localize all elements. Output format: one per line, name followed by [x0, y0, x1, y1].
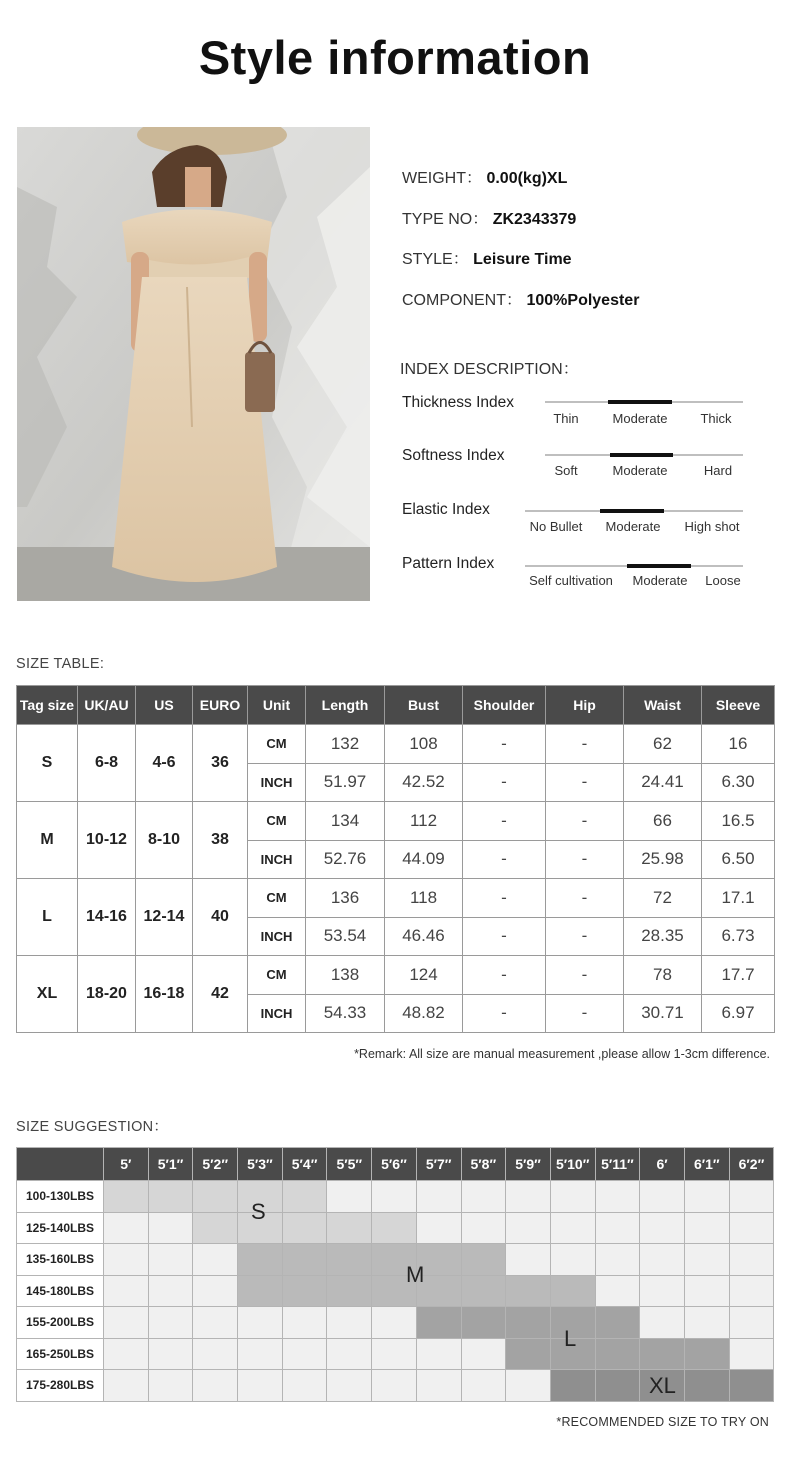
size-zone-cell-xl — [595, 1370, 640, 1402]
height-header: 5′4″ — [282, 1148, 327, 1181]
component-value: 100%Polyester — [526, 292, 640, 309]
sleeve-cell: 6.73 — [702, 917, 775, 956]
product-photo — [17, 127, 370, 601]
weight-label: 155-200LBS — [17, 1307, 104, 1339]
size-zone-cell-l — [461, 1307, 506, 1339]
hip-cell: - — [546, 763, 624, 802]
empty-cell — [461, 1338, 506, 1370]
size-zone-cell-l — [416, 1307, 461, 1339]
sleeve-cell: 17.7 — [702, 956, 775, 995]
weight-label: 100-130LBS — [17, 1181, 104, 1213]
empty-cell — [372, 1307, 417, 1339]
size-zone-cell-s — [327, 1212, 372, 1244]
length-cell: 53.54 — [306, 917, 385, 956]
height-header: 5′3″ — [238, 1148, 283, 1181]
index-option: Thin — [553, 411, 579, 426]
empty-cell — [550, 1181, 595, 1213]
shoulder-cell: - — [463, 763, 546, 802]
index-option-selected: Moderate — [632, 573, 688, 588]
waist-cell: 30.71 — [624, 994, 702, 1033]
sleeve-cell: 6.30 — [702, 763, 775, 802]
hip-cell: - — [546, 802, 624, 841]
empty-cell — [282, 1338, 327, 1370]
empty-cell — [416, 1338, 461, 1370]
height-header: 5′5″ — [327, 1148, 372, 1181]
waist-cell: 66 — [624, 802, 702, 841]
hip-cell: - — [546, 917, 624, 956]
empty-cell — [193, 1244, 238, 1276]
index-option: Thick — [700, 411, 732, 426]
size-zone-cell-m — [327, 1244, 372, 1276]
length-cell: 54.33 — [306, 994, 385, 1033]
bust-cell: 112 — [385, 802, 463, 841]
shoulder-cell: - — [463, 956, 546, 995]
empty-cell — [506, 1244, 551, 1276]
shoulder-cell: - — [463, 994, 546, 1033]
unit-cell: CM — [248, 802, 306, 841]
size-zone-cell-m — [238, 1244, 283, 1276]
height-header: 5′2″ — [193, 1148, 238, 1181]
index-name: Pattern Index — [402, 555, 495, 572]
index-name: Elastic Index — [402, 501, 490, 518]
bust-cell: 108 — [385, 725, 463, 764]
empty-cell — [238, 1370, 283, 1402]
length-cell: 132 — [306, 725, 385, 764]
empty-cell — [595, 1275, 640, 1307]
weight-row — [17, 1338, 774, 1370]
shoulder-cell: - — [463, 725, 546, 764]
length-cell: 138 — [306, 956, 385, 995]
length-cell: 51.97 — [306, 763, 385, 802]
empty-cell — [640, 1244, 685, 1276]
weight-label: 135-160LBS — [17, 1244, 104, 1276]
size-zone-cell-m — [506, 1275, 551, 1307]
empty-cell — [729, 1307, 774, 1339]
empty-cell — [193, 1370, 238, 1402]
us-size-cell: 16-18 — [136, 956, 193, 1033]
size-zone-cell-m — [461, 1244, 506, 1276]
table-row — [17, 879, 775, 918]
size-zone-label-l: L — [564, 1326, 577, 1351]
index-name: Thickness Index — [402, 394, 514, 411]
unit-cell: CM — [248, 879, 306, 918]
bust-cell: 118 — [385, 879, 463, 918]
hip-cell: - — [546, 840, 624, 879]
bust-cell: 48.82 — [385, 994, 463, 1033]
empty-cell — [640, 1181, 685, 1213]
waist-cell: 72 — [624, 879, 702, 918]
column-header: Tag size — [17, 686, 78, 725]
empty-cell — [193, 1307, 238, 1339]
size-zone-cell-s — [372, 1212, 417, 1244]
corner-header — [17, 1148, 104, 1181]
index-option: Hard — [703, 463, 733, 478]
empty-cell — [104, 1212, 149, 1244]
empty-cell — [193, 1338, 238, 1370]
page-title: Style information — [198, 31, 592, 84]
empty-cell — [684, 1307, 729, 1339]
shoulder-cell: - — [463, 917, 546, 956]
bust-cell: 124 — [385, 956, 463, 995]
size-zone-cell-xl — [550, 1370, 595, 1402]
empty-cell — [684, 1244, 729, 1276]
uk-size-cell: 18-20 — [78, 956, 136, 1033]
hip-cell: - — [546, 956, 624, 995]
index-heading: INDEX DESCRIPTION： — [400, 361, 579, 378]
empty-cell — [148, 1307, 193, 1339]
empty-cell — [729, 1338, 774, 1370]
height-header-row — [17, 1148, 774, 1181]
empty-cell — [327, 1307, 372, 1339]
unit-cell: INCH — [248, 763, 306, 802]
empty-cell — [104, 1244, 149, 1276]
tag-size-cell: S — [17, 725, 78, 802]
empty-cell — [684, 1212, 729, 1244]
table-row — [17, 725, 775, 764]
euro-size-cell: 36 — [193, 725, 248, 802]
tag-size-cell: M — [17, 802, 78, 879]
unit-cell: INCH — [248, 994, 306, 1033]
empty-cell — [104, 1370, 149, 1402]
height-header: 5′9″ — [506, 1148, 551, 1181]
empty-cell — [372, 1338, 417, 1370]
type-label: TYPE NO： — [402, 211, 489, 228]
empty-cell — [104, 1307, 149, 1339]
unit-cell: INCH — [248, 840, 306, 879]
size-zone-cell-l — [684, 1338, 729, 1370]
empty-cell — [327, 1370, 372, 1402]
type-value: ZK2343379 — [492, 211, 577, 228]
size-zone-cell-m — [550, 1275, 595, 1307]
empty-cell — [238, 1338, 283, 1370]
shoulder-cell: - — [463, 840, 546, 879]
column-header: Bust — [385, 686, 463, 725]
index-selected-marker — [608, 400, 672, 404]
size-zone-cell-m — [282, 1275, 327, 1307]
sleeve-cell: 6.97 — [702, 994, 775, 1033]
height-header: 5′8″ — [461, 1148, 506, 1181]
us-size-cell: 12-14 — [136, 879, 193, 956]
size-zone-cell-l — [640, 1338, 685, 1370]
empty-cell — [148, 1338, 193, 1370]
style-value: Leisure Time — [473, 251, 572, 268]
us-size-cell: 4-6 — [136, 725, 193, 802]
empty-cell — [148, 1212, 193, 1244]
index-option: No Bullet — [529, 519, 583, 534]
waist-cell: 25.98 — [624, 840, 702, 879]
shoulder-cell: - — [463, 879, 546, 918]
uk-size-cell: 14-16 — [78, 879, 136, 956]
empty-cell — [550, 1244, 595, 1276]
empty-cell — [729, 1212, 774, 1244]
euro-size-cell: 38 — [193, 802, 248, 879]
sleeve-cell: 16.5 — [702, 802, 775, 841]
size-zone-cell-l — [595, 1338, 640, 1370]
empty-cell — [729, 1181, 774, 1213]
waist-cell: 62 — [624, 725, 702, 764]
weight-row — [17, 1181, 774, 1213]
size-zone-cell-l — [595, 1307, 640, 1339]
index-option-selected: Moderate — [612, 411, 668, 426]
size-zone-cell-m — [282, 1244, 327, 1276]
size-zone-cell-l — [506, 1307, 551, 1339]
size-zone-cell-l — [506, 1338, 551, 1370]
index-name: Softness Index — [402, 447, 505, 464]
us-size-cell: 8-10 — [136, 802, 193, 879]
size-zone-label-s: S — [251, 1199, 266, 1224]
index-option: Loose — [705, 573, 741, 588]
index-option-selected: Moderate — [605, 519, 661, 534]
size-zone-cell-s — [282, 1181, 327, 1213]
empty-cell — [461, 1370, 506, 1402]
empty-cell — [148, 1370, 193, 1402]
size-zone-cell-s — [148, 1181, 193, 1213]
empty-cell — [327, 1181, 372, 1213]
weight-label: 165-250LBS — [17, 1338, 104, 1370]
index-selected-marker — [600, 509, 664, 513]
sleeve-cell: 6.50 — [702, 840, 775, 879]
sleeve-cell: 16 — [702, 725, 775, 764]
empty-cell — [461, 1181, 506, 1213]
empty-cell — [506, 1181, 551, 1213]
table-row — [17, 802, 775, 841]
empty-cell — [595, 1181, 640, 1213]
empty-cell — [640, 1212, 685, 1244]
weight-row — [17, 1244, 774, 1276]
height-header: 5′10″ — [550, 1148, 595, 1181]
empty-cell — [550, 1212, 595, 1244]
size-zone-cell-s — [193, 1212, 238, 1244]
empty-cell — [416, 1181, 461, 1213]
type-row — [402, 206, 576, 229]
height-header: 5′11″ — [595, 1148, 640, 1181]
unit-cell: CM — [248, 956, 306, 995]
index-option: Self cultivation — [529, 573, 613, 588]
empty-cell — [282, 1307, 327, 1339]
size-suggestion-grid — [16, 1147, 774, 1402]
size-zone-cell-s — [193, 1181, 238, 1213]
empty-cell — [104, 1338, 149, 1370]
height-header: 6′ — [640, 1148, 685, 1181]
uk-size-cell: 10-12 — [78, 802, 136, 879]
column-header: Waist — [624, 686, 702, 725]
empty-cell — [327, 1338, 372, 1370]
unit-cell: CM — [248, 725, 306, 764]
bust-cell: 44.09 — [385, 840, 463, 879]
height-header: 6′1″ — [684, 1148, 729, 1181]
column-header: US — [136, 686, 193, 725]
column-header: Unit — [248, 686, 306, 725]
column-header: Hip — [546, 686, 624, 725]
empty-cell — [684, 1275, 729, 1307]
size-zone-cell-m — [461, 1275, 506, 1307]
empty-cell — [729, 1275, 774, 1307]
hip-cell: - — [546, 994, 624, 1033]
empty-cell — [595, 1212, 640, 1244]
empty-cell — [506, 1370, 551, 1402]
uk-size-cell: 6-8 — [78, 725, 136, 802]
size-zone-label-xl: XL — [649, 1373, 676, 1398]
index-option: High shot — [684, 519, 740, 534]
size-zone-cell-xl — [729, 1370, 774, 1402]
empty-cell — [282, 1370, 327, 1402]
style-label: STYLE： — [402, 251, 469, 268]
empty-cell — [461, 1212, 506, 1244]
empty-cell — [506, 1212, 551, 1244]
bust-cell: 42.52 — [385, 763, 463, 802]
size-table-title: SIZE TABLE: — [16, 656, 105, 672]
length-cell: 136 — [306, 879, 385, 918]
size-suggestion-title: SIZE SUGGESTION： — [16, 1119, 169, 1135]
table-row — [17, 956, 775, 995]
column-header: Shoulder — [463, 686, 546, 725]
size-zone-label-m: M — [406, 1262, 425, 1287]
component-row — [402, 287, 639, 310]
column-header: Sleeve — [702, 686, 775, 725]
empty-cell — [416, 1370, 461, 1402]
empty-cell — [148, 1244, 193, 1276]
shoulder-cell: - — [463, 802, 546, 841]
empty-cell — [372, 1370, 417, 1402]
weight-row — [17, 1212, 774, 1244]
euro-size-cell: 40 — [193, 879, 248, 956]
empty-cell — [640, 1307, 685, 1339]
weight-value: 0.00(kg)XL — [486, 170, 568, 187]
style-row — [402, 246, 572, 269]
size-zone-cell-xl — [684, 1370, 729, 1402]
size-zone-cell-s — [104, 1181, 149, 1213]
empty-cell — [104, 1275, 149, 1307]
waist-cell: 24.41 — [624, 763, 702, 802]
sleeve-cell: 17.1 — [702, 879, 775, 918]
waist-cell: 78 — [624, 956, 702, 995]
column-header: Length — [306, 686, 385, 725]
euro-size-cell: 42 — [193, 956, 248, 1033]
weight-label: 125-140LBS — [17, 1212, 104, 1244]
length-cell: 52.76 — [306, 840, 385, 879]
column-header: UK/AU — [78, 686, 136, 725]
empty-cell — [193, 1275, 238, 1307]
empty-cell — [684, 1181, 729, 1213]
column-header: EURO — [193, 686, 248, 725]
weight-row — [17, 1307, 774, 1339]
size-zone-cell-m — [327, 1275, 372, 1307]
weight-label: 175-280LBS — [17, 1370, 104, 1402]
index-selected-marker — [610, 453, 673, 457]
empty-cell — [640, 1275, 685, 1307]
component-label: COMPONENT： — [402, 292, 523, 309]
size-table-remark: *Remark: All size are manual measurement ,please allow 1-3cm difference. — [354, 1047, 770, 1061]
weight-label: 145-180LBS — [17, 1275, 104, 1307]
height-header: 5′1″ — [148, 1148, 193, 1181]
recommend-note: *RECOMMENDED SIZE TO TRY ON — [556, 1415, 769, 1429]
size-zone-cell-s — [282, 1212, 327, 1244]
height-header: 5′ — [104, 1148, 149, 1181]
weight-row — [17, 1275, 774, 1307]
tag-size-cell: L — [17, 879, 78, 956]
index-option: Soft — [554, 463, 578, 478]
weight-row — [402, 165, 567, 188]
length-cell: 134 — [306, 802, 385, 841]
empty-cell — [416, 1212, 461, 1244]
size-zone-cell-m — [238, 1275, 283, 1307]
model-dress-image — [17, 127, 370, 601]
height-header: 6′2″ — [729, 1148, 774, 1181]
hip-cell: - — [546, 879, 624, 918]
hip-cell: - — [546, 725, 624, 764]
size-table-header-row — [17, 686, 775, 725]
weight-label: WEIGHT： — [402, 170, 482, 187]
waist-cell: 28.35 — [624, 917, 702, 956]
empty-cell — [372, 1181, 417, 1213]
empty-cell — [729, 1244, 774, 1276]
height-header: 5′7″ — [416, 1148, 461, 1181]
bust-cell: 46.46 — [385, 917, 463, 956]
unit-cell: INCH — [248, 917, 306, 956]
tag-size-cell: XL — [17, 956, 78, 1033]
index-option-selected: Moderate — [612, 463, 668, 478]
empty-cell — [595, 1244, 640, 1276]
empty-cell — [148, 1275, 193, 1307]
size-table — [16, 685, 775, 1033]
empty-cell — [238, 1307, 283, 1339]
height-header: 5′6″ — [372, 1148, 417, 1181]
index-selected-marker — [627, 564, 691, 568]
